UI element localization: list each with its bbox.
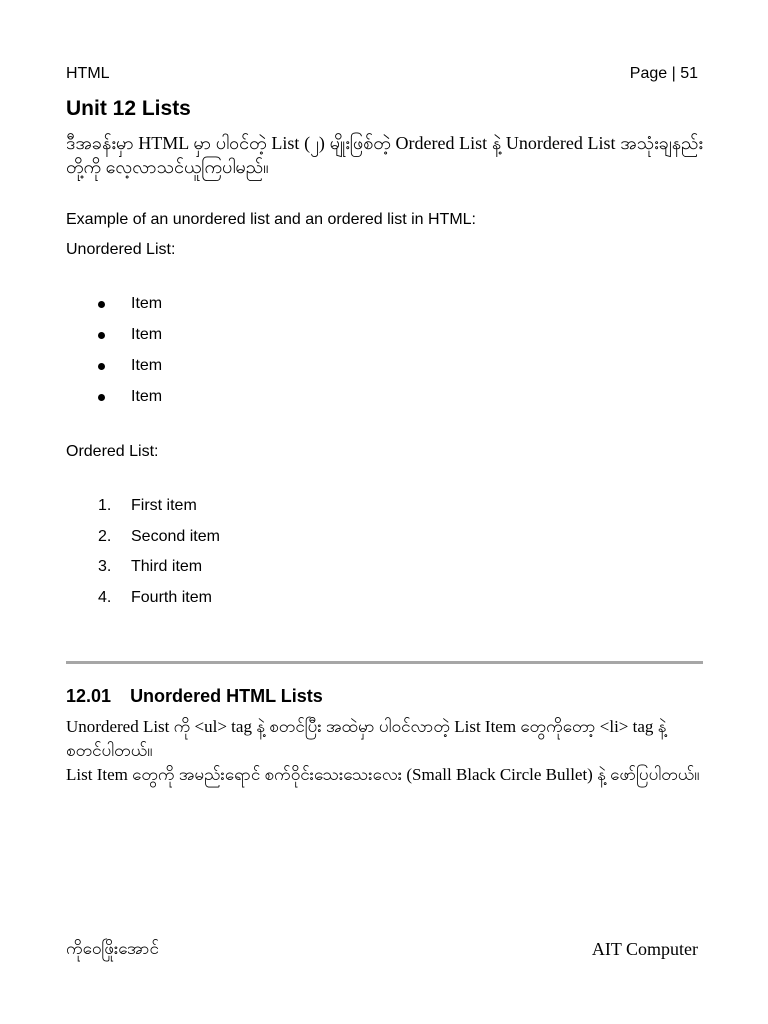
footer-author: ကိုဝေဖြိုးအောင် (66, 939, 159, 958)
list-item-number: 1. (98, 497, 112, 514)
bullet-icon (98, 394, 105, 401)
section-body (66, 715, 703, 787)
list-item-number: 4. (98, 588, 112, 606)
bullet-icon (98, 363, 105, 370)
list-item-text: Item (131, 388, 163, 405)
list-item-text: Second item (131, 527, 220, 545)
example-caption: Example of an unordered list and an ordered list in HTML: (66, 211, 476, 228)
footer-publisher: AIT Computer (591, 939, 698, 959)
list-item-number: 3. (98, 558, 112, 575)
list-item-text: Item (131, 326, 163, 343)
intro-paragraph: ဒီအခန်းမှာ HTML မှာ ပါဝင်တဲ့ List (၂) မျိုးဖြစ်တဲ့ Ordered List နဲ့ Unordered List အသုံးချနည်းတို့ကို လေ့လာသင်ယူကြပါမည်။ (66, 133, 703, 177)
unit-title: Unit 12 Lists (66, 97, 191, 120)
ordered-list-label: Ordered List: (66, 443, 159, 460)
list-item-text: Item (131, 357, 163, 374)
list-item-text: Third item (131, 558, 203, 575)
bullet-icon (98, 332, 105, 339)
list-item-number: 2. (98, 527, 112, 545)
running-header-title: HTML (66, 65, 110, 82)
section-number: 12.01 (66, 686, 112, 706)
section-divider (66, 661, 703, 664)
list-item-text: Item (131, 295, 163, 312)
bullet-icon (98, 301, 105, 308)
list-item-text: Fourth item (131, 588, 212, 606)
section-paragraph: List Item တွေကို အမည်းရောင် စက်ဝိုင်းသေးသေးလေး (Small Black Circle Bullet) နဲ့ ဖော်ပြပါတယ်။ (66, 765, 700, 784)
section-paragraph: Unordered List ကို <ul> tag နဲ့ စတင်ပြီး အထဲမှာ ပါဝင်လာတဲ့ List Item တွေကိုတော့ <li> tag နဲ့ စတင်ပါတယ်။ (66, 717, 667, 760)
list-item-text: First item (131, 497, 197, 514)
section-title: Unordered HTML Lists (130, 686, 323, 706)
unordered-list-label: Unordered List: (66, 241, 176, 258)
page-number: Page | 51 (629, 65, 698, 82)
section-heading (66, 684, 323, 708)
